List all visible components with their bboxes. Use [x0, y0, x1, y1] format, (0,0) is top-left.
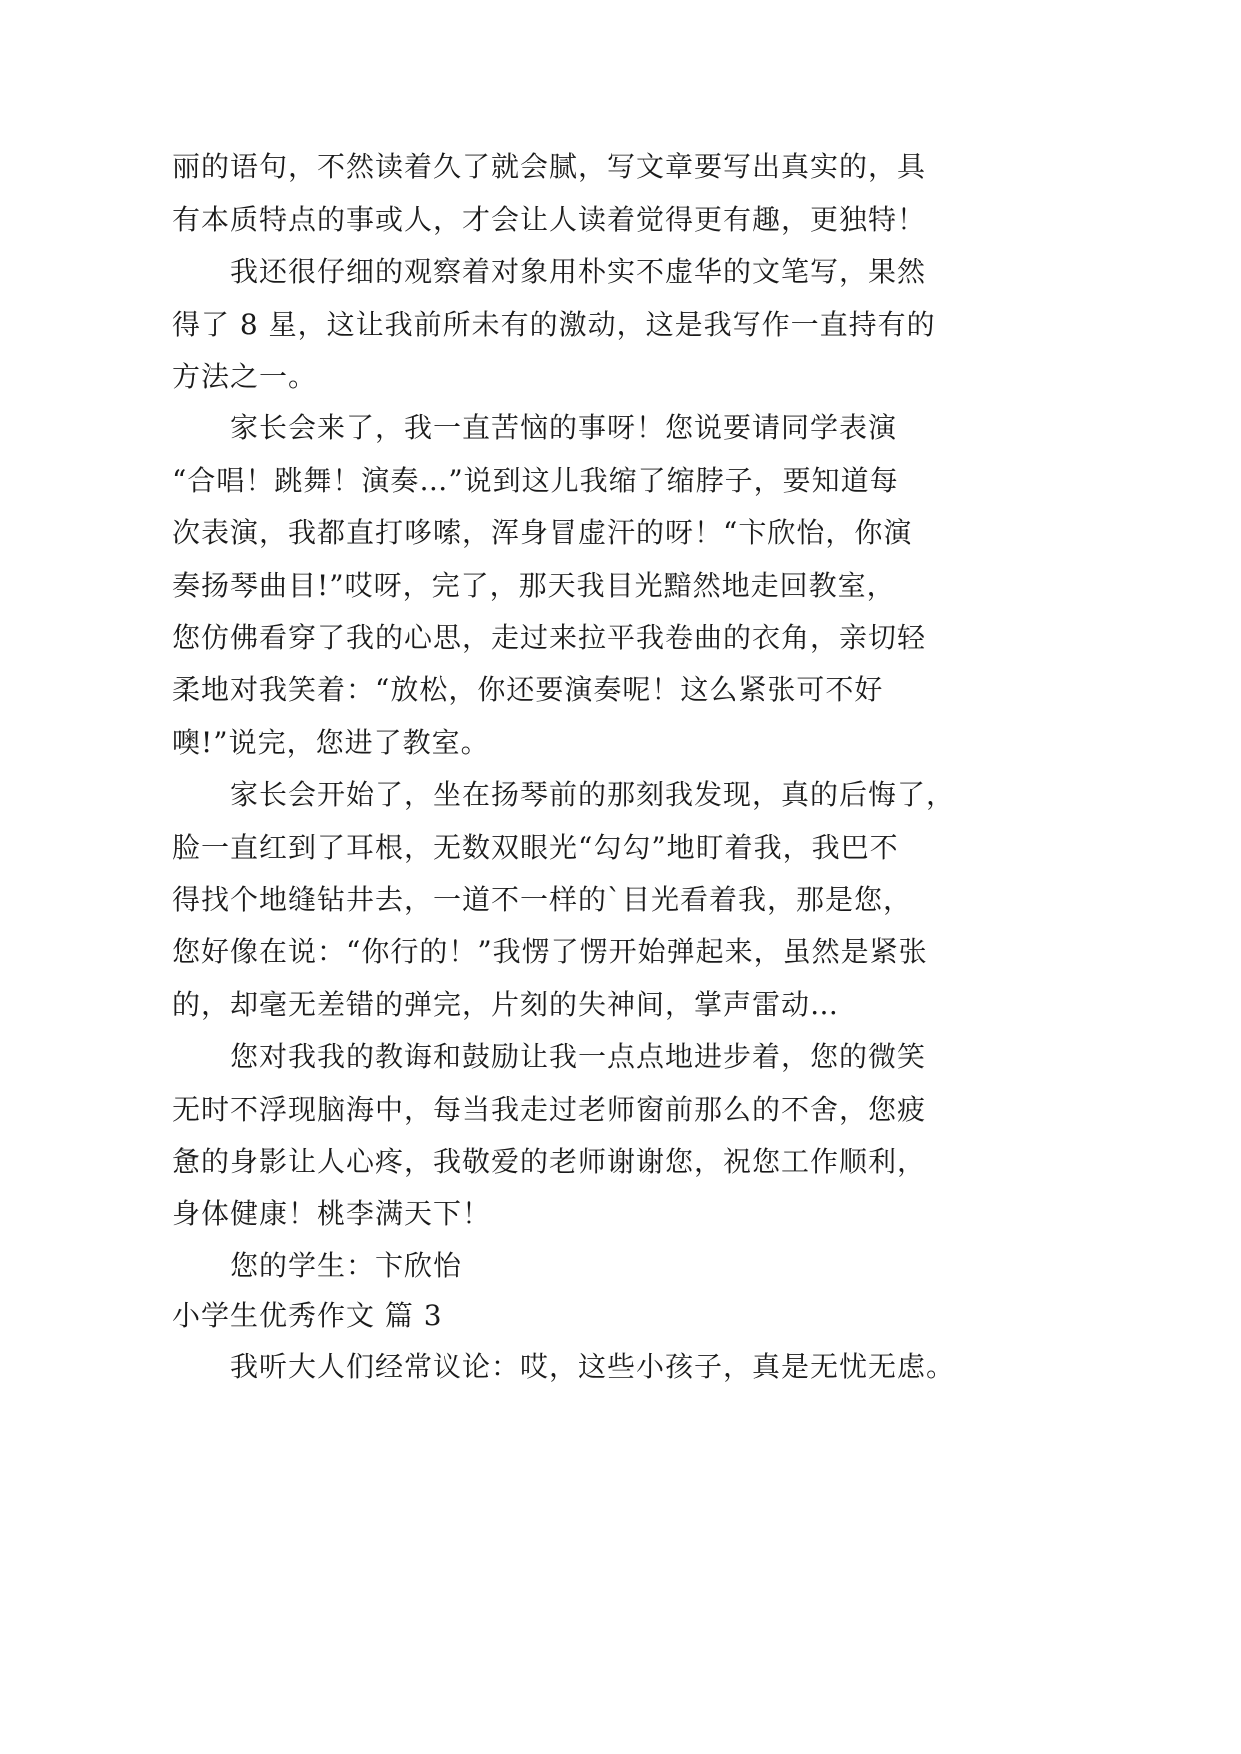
- paragraph-line: 无时不浮现脑海中，每当我走过老师窗前那么的不舍，您疲: [172, 1093, 927, 1126]
- signature: 您的学生：卞欣怡: [230, 1249, 463, 1282]
- paragraph-line: 我听大人们经常议论：哎，这些小孩子，真是无忧无虑。: [230, 1350, 956, 1383]
- paragraph-line: 家长会来了，我一直苦恼的事呀！您说要请同学表演: [230, 411, 898, 444]
- paragraph-line: “合唱！跳舞！演奏…”说到这儿我缩了缩脖子，要知道每: [172, 464, 899, 497]
- paragraph-line: 得找个地缝钻井去，一道不一样的`目光看着我，那是您，: [172, 883, 913, 916]
- paragraph-line: 身体健康！桃李满天下！: [172, 1197, 492, 1230]
- paragraph-line: 我还很仔细的观察着对象用朴实不虚华的文笔写，果然: [230, 255, 927, 288]
- paragraph-line: 您对我我的教诲和鼓励让我一点点地进步着，您的微笑: [230, 1040, 927, 1073]
- paragraph-line: 方法之一。: [172, 360, 318, 393]
- paragraph-line: 得了 8 星，这让我前所未有的激动，这是我写作一直持有的: [172, 308, 936, 341]
- paragraph-line: 次表演，我都直打哆嗦，浑身冒虚汗的呀！“卞欣怡，你演: [172, 516, 913, 549]
- paragraph-line: 您好像在说：“你行的！”我愣了愣开始弹起来，虽然是紧张: [172, 935, 928, 968]
- paragraph-line: 家长会开始了，坐在扬琴前的那刻我发现，真的后悔了，: [230, 778, 956, 811]
- paragraph-line: 有本质特点的事或人，才会让人读着觉得更有趣，更独特！: [172, 203, 927, 236]
- section-title: 小学生优秀作文 篇 3: [172, 1299, 443, 1332]
- paragraph-line: 的，却毫无差错的弹完，片刻的失神间，掌声雷动…: [172, 988, 840, 1021]
- paragraph-line: 奏扬琴曲目!”哎呀，完了，那天我目光黯然地走回教室，: [172, 569, 896, 602]
- paragraph-line: 您仿佛看穿了我的心思，走过来拉平我卷曲的衣角，亲切轻: [172, 621, 927, 654]
- paragraph-line: 噢!”说完，您进了教室。: [172, 726, 490, 759]
- paragraph-line: 脸一直红到了耳根，无数双眼光“勾勾”地盯着我，我巴不: [172, 831, 899, 864]
- paragraph-line: 柔地对我笑着：“放松，你还要演奏呢！这么紧张可不好: [172, 673, 884, 706]
- paragraph-line: 惫的身影让人心疼，我敬爱的老师谢谢您，祝您工作顺利，: [172, 1145, 927, 1178]
- paragraph-line: 丽的语句，不然读着久了就会腻，写文章要写出真实的，具: [172, 150, 927, 183]
